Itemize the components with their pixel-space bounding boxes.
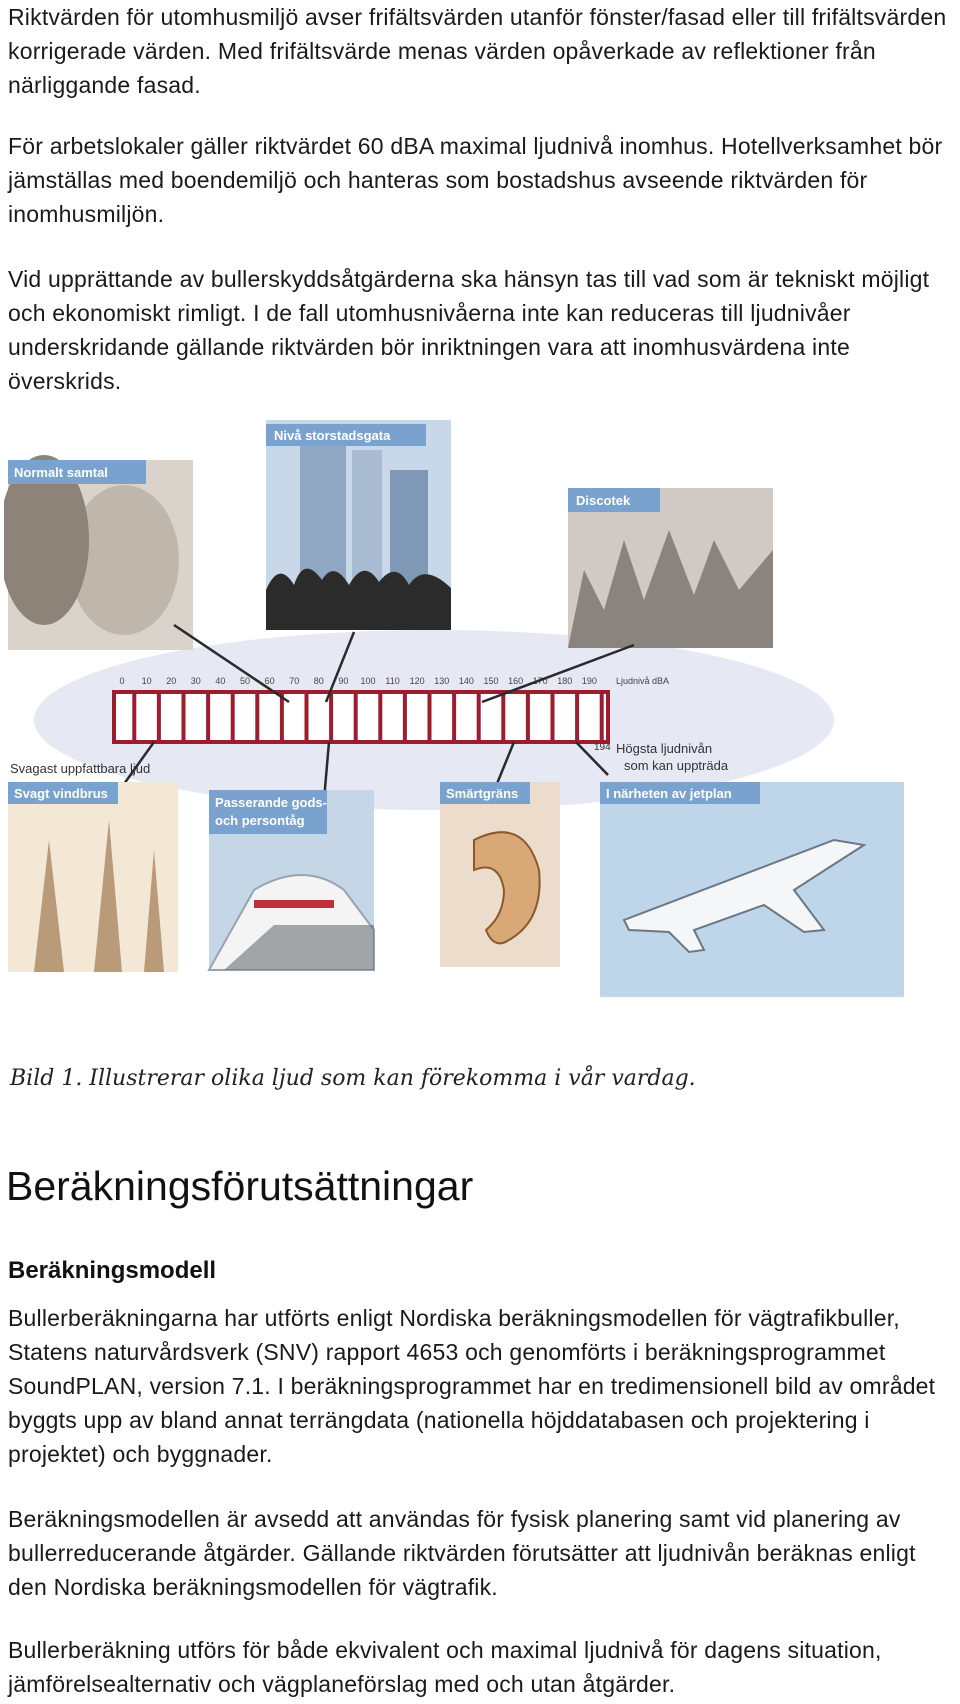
panel-normalt-samtal [4,455,193,650]
label-jetplan: I närheten av jetplan [606,786,732,801]
paragraph-outdoor-values: Riktvärden för utomhusmiljö avser frifältsvärden utanför fönster/fasad eller till frifältsvärden korrigerade värden. Med frifältsvärde menas värden opåverkade av reflektioner från närliggande fasad. [8,4,947,98]
label-hogsta-2: som kan uppträda [624,758,729,773]
scale-tick-label: 170 [532,676,548,686]
scale-tick-label: 30 [190,676,201,686]
panel-jetplan [600,782,904,997]
panel-svagt-vindbrus [8,782,178,972]
section-heading: Beräkningsförutsättningar [6,1163,474,1209]
label-svagast: Svagast uppfattbara ljud [10,761,151,776]
scale-tick-label: 120 [409,676,425,686]
scale-tick-label: 0 [119,676,125,686]
label-scale-unit: Ljudnivå dBA [616,676,670,686]
scale-tick-label: 130 [434,676,450,686]
scale-tick-label: 60 [264,676,275,686]
paragraph-workplaces: För arbetslokaler gäller riktvärdet 60 dBA maximal ljudnivå inomhus. Hotellverksamhet bör jämställas med boendemiljö och hanteras som bostadshus avseende riktvärden för inomhusmiljön. [8,133,943,227]
paragraph-noise-calculation: Bullerberäkning utförs för både ekvivalent och maximal ljudnivå för dagens situation, jämförelsealternativ och vägplaneförslag med och utan åtgärder. [8,1637,882,1697]
label-niva-storstadsgata: Nivå storstadsgata [274,428,391,443]
scale-tick-label: 150 [483,676,499,686]
label-passerande-tag-1: Passerande gods- [215,795,327,810]
panel-passerande-tag [209,790,374,970]
panel-storstadsgata [266,420,451,630]
scale-tick-label: 10 [141,676,152,686]
figure-caption: Bild 1. Illustrerar olika ljud som kan förekomma i vår vardag. [10,1066,696,1091]
scale-tick-label: 110 [385,676,400,686]
panel-smartgrans [440,782,560,967]
scale-tick-label: 40 [215,676,226,686]
label-passerande-tag-2: och persontåg [215,813,305,828]
scale-tick-label: 90 [338,676,349,686]
subsection-heading: Beräkningsmodell [8,1257,217,1284]
decibel-scale-bar [114,692,608,742]
scale-tick-label: 100 [360,676,376,686]
label-normalt-samtal: Normalt samtal [14,465,108,480]
label-discotek: Discotek [576,493,631,508]
scale-tick-label: 20 [166,676,177,686]
paragraph-calculation-model: Bullerberäkningarna har utförts enligt Nordiska beräkningsmodellen för vägtrafikbuller, Statens naturvårdsverk (SNV) rapport 4653 och genomförts i beräkningsprogrammet SoundPLAN, version 7.1. I beräkningsprogrammet har en tredimensionell bild av området byggts upp av bland annat terrängdata (nationella höjddatabasen och projektering i projektet) och byggnader. [8,1305,936,1467]
scale-tick-label: 80 [313,676,324,686]
scale-tick-label: 50 [239,676,251,686]
paragraph-model-purpose: Beräkningsmodellen är avsedd att användas för fysisk planering samt vid planering av bullerreducerande åtgärder. Gällande riktvärden förutsätter att ljudnivån beräknas enligt den Nordiska beräkningsmodellen för vägtrafik. [8,1506,916,1600]
label-smartgrans: Smärtgräns [446,786,519,801]
scale-tick-label: 190 [581,676,597,686]
label-svagt-vindbrus: Svagt vindbrus [14,786,108,801]
scale-tick-label: 140 [458,676,474,686]
paragraph-noise-measures: Vid upprättande av bullerskyddsåtgärderna ska hänsyn tas till vad som är tekniskt möjligt och ekonomiskt rimligt. I de fall utomhusnivåerna inte kan reduceras till ljudnivåer underskridande gällande riktvärden bör inriktningen vara att inomhusvärdena inte överskrids. [8,266,930,394]
label-hogsta-value: 194 [594,742,611,753]
sound-levels-illustration [4,420,904,1045]
scale-tick-label: 180 [557,676,573,686]
scale-tick-label: 70 [289,676,300,686]
panel-discotek [568,488,773,648]
label-hogsta-1: Högsta ljudnivån [616,741,713,756]
scale-tick-label: 160 [508,676,524,686]
